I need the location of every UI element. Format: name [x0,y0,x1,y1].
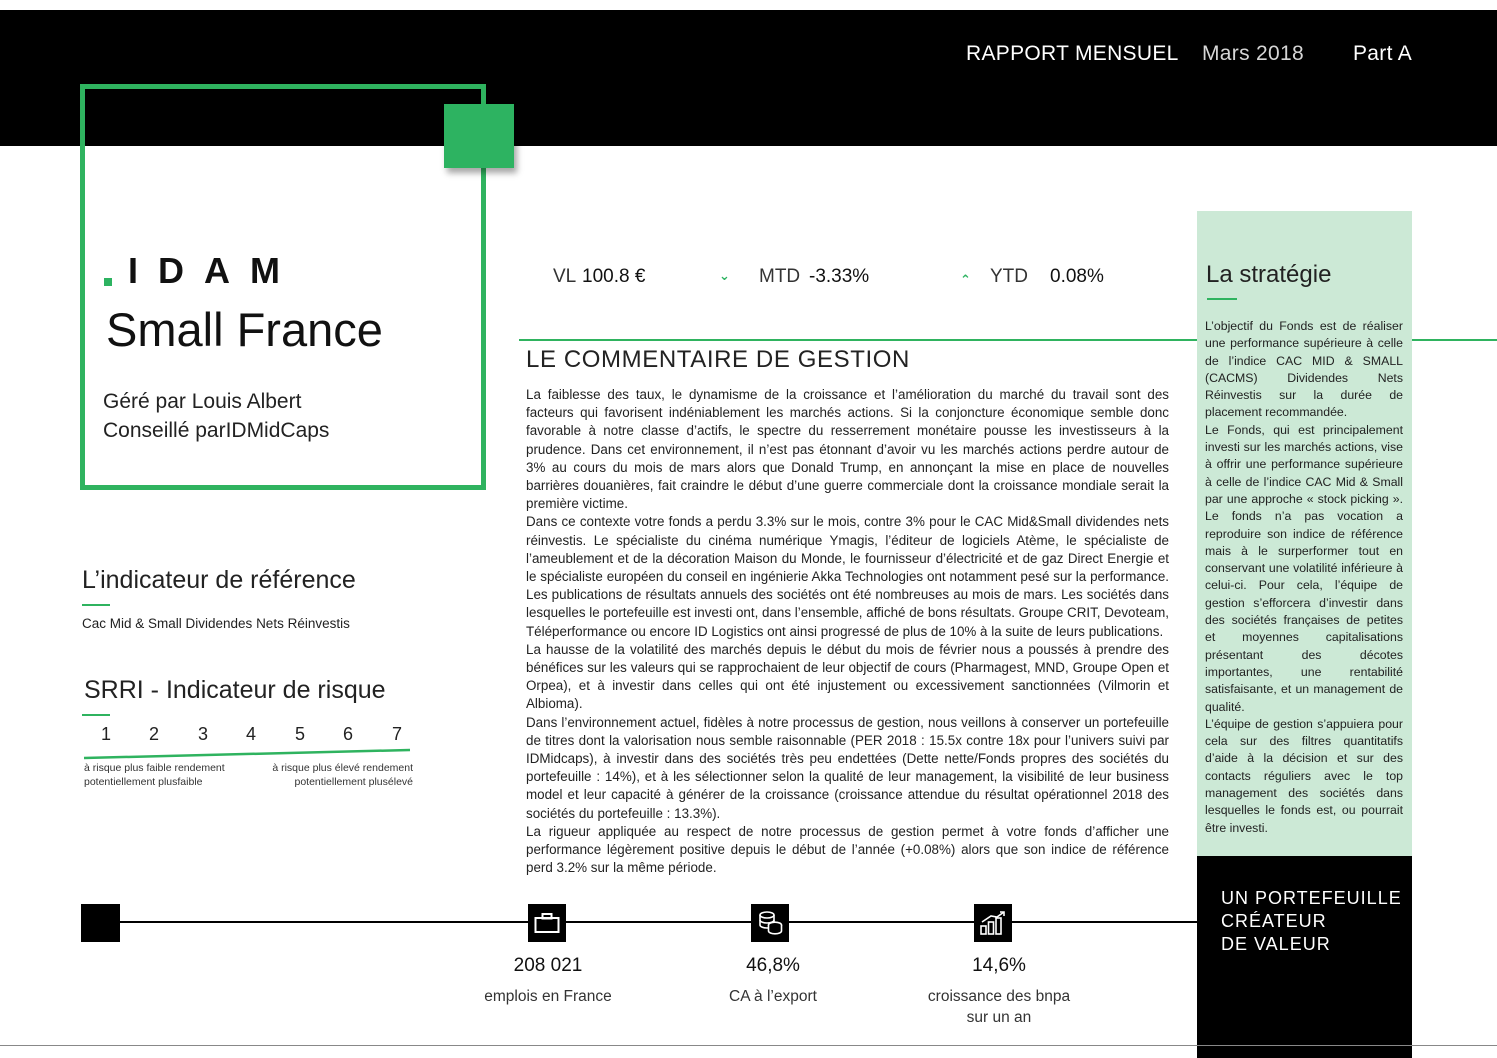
commentary-paragraph: Dans l’environnement actuel, fidèles à notre processus de gestion, nous veillons à conserver un portefeuille de titres dont la valorisation nous semble raisonnable (PER 2018 : 15.5x contre 18x pour l’univers suivi par IDMidcaps), à investir dans des sociétés très peu endettées (Dette nette/Fonds propres des sociétés du portefeuille : 14%), et à les sélectionner selon la qualité de leur management, la visibilité de leur business model et leur capacité à générer de la croissance (croissance attendue du résultat opérationnel 2018 des sociétés du portefeuille : 13.3%). [526,714,1169,821]
strategy-title: La stratégie [1206,261,1332,288]
stat-eps-growth-label [899,986,1099,1028]
growth-chart-icon [974,904,1012,942]
briefcase-icon [528,904,566,942]
srri-high-caption [260,761,413,789]
strategy-paragraph: Le Fonds, qui est principalement investi sur les marchés actions, vise à offrir une performance supérieure à celle de l’indice CAC Mid & Small par une approche « stock picking ». Le fonds n’a pas vocation a reproduire son indice de référence mais à le surperformer tout en conservant une volatilité inférieure à celui-ci. Pour cela, l’équipe de gestion s’efforcera d’investir dans des sociétés françaises de petites et moyennes capitalisations présentant des décotes importantes, une rentabilité satisfaisante, et un management de qualité. [1205,422,1403,714]
banner-line: CRÉATEUR [1221,911,1327,931]
srri-scale-line [82,746,412,760]
stat-eps-growth-label-line: sur un an [966,1009,1032,1026]
srri-level-3: 3 [197,724,208,744]
fund-manager: Géré par Louis Albert [103,390,302,413]
banner-line: DE VALEUR [1221,934,1331,954]
srri-level-7: 7 [391,724,402,744]
srri-title: SRRI - Indicateur de risque [84,676,386,704]
timeline-line [120,921,1197,923]
green-accent-square [444,104,514,168]
srri-high-caption-line: à risque plus élevé rendement [272,762,413,774]
report-month: Mars 2018 [1202,42,1304,65]
srri-high-caption-line: potentiellement plusélevé [294,776,413,788]
fund-management [103,387,329,445]
logo-dot [104,278,112,286]
share-class: Part A [1353,42,1412,65]
value-banner-text [1221,887,1402,956]
ytd-label: YTD [990,266,1028,287]
report-title: RAPPORT MENSUEL [966,42,1179,65]
srri-level-1: 1 [100,724,111,744]
fund-advisor: Conseillé parIDMidCaps [103,419,330,442]
vl-value: 100.8 € [582,266,646,287]
benchmark-value: Cac Mid & Small Dividendes Nets Réinvestis [82,616,350,631]
strategy-paragraph: L’équipe de gestion s’appuiera pour cela sur des filtres quantitatifs d’aide à la décision et sur des contacts réguliers avec le top management des sociétés dans lesquelles le fonds est, ou pourrait être investi. [1205,716,1403,835]
stat-export-label: CA à l’export [729,988,817,1005]
srri-level-2: 2 [148,724,159,744]
ytd-value: 0.08% [1050,266,1104,287]
timeline-start-marker [81,904,120,942]
banner-line: UN PORTEFEUILLE [1221,888,1402,908]
commentary-paragraph: La faiblesse des taux, le dynamisme de la croissance et l’amélioration du marché du travail sont des facteurs qui favorisent indéniablement les marchés actions. Si la conjoncture économique semble donc favorable à notre classe d’actifs, le spectre du resserrement monétaire pousse les investisseurs à la prudence. Dans cet environnement, il n’est pas étonnant d’avoir vu les marchés actions perdre autour de 3% au cours du mois de mars alors que Donald Trump, en annonçant la mise en place de nouvelles barrières douanières, fait craindre le début d’une guerre commerciale dont la croissance mondiale serait la première victime. [526,387,1169,512]
stat-employment-label: emplois en France [484,988,612,1005]
coins-icon [751,904,789,942]
srri-underline [82,714,110,716]
stat-export-value: 46,8% [746,955,800,976]
page-bottom-rule [0,1045,1497,1046]
strategy-paragraph: L’objectif du Fonds est de réaliser une performance supérieure à celle de l’indice CAC MID & SMALL (CACMS) Dividendes Nets Réinvestis sur la durée de placement recommandée. [1205,319,1403,420]
mtd-label: MTD [759,266,801,287]
srri-level-4: 4 [245,724,256,744]
srri-low-caption [84,761,225,789]
mtd-value: -3.33% [809,266,870,287]
commentary-paragraph: Dans ce contexte votre fonds a perdu 3.3% sur le mois, contre 3% pour le CAC Mid&Small dividendes nets réinvestis. Le spécialiste du cinéma numérique Ymagis, l’éditeur de logiciels Atème, le spécialiste de l’ameublement et de la décoration Maison du Monde, le fournisseur d’électricité et de gaz Direct Energie et le spécialiste européen du conseil en ingénierie Akka Technologies ont notamment pesé sur la performance. Les publications de résultats annuels des sociétés ont été nombreuses au mois de mars. Les sociétés dans lesquelles le portefeuille est investi ont, dans l’ensemble, affiché de bons résultats. Groupe CRIT, Devoteam, Téléperformance ou encore ID Logistics ont ainsi progressé de plus de 10% à la suite de leurs publications. [526,514,1169,639]
up-arrow-icon: ⌃ [960,272,971,287]
down-arrow-icon: ⌄ [719,268,730,283]
benchmark-underline [82,604,110,606]
strategy-underline [1207,298,1237,300]
stat-eps-growth-label-line: croissance des bnpa [927,988,1071,1005]
srri-low-caption-line: potentiellement plusfaible [84,776,203,788]
commentary-paragraph: La rigueur appliquée au respect de notre processus de gestion permet à votre fonds d’afficher une performance légèrement positive depuis le début de l’année (+0.08%) alors que son indice de référence perd 3.2% sur la même période. [526,823,1169,876]
vl-label: VL [553,266,577,287]
commentary-title: LE COMMENTAIRE DE GESTION [526,346,910,373]
strategy-body [1205,318,1403,837]
commentary-paragraph: La hausse de la volatilité des marchés depuis le début du mois de février nous a poussés à prendre des bénéfices sur les valeurs qui se rapprochaient de leur objectif de cours (Pharmagest, MND, Groupe Open et Orpea), et à investir dans celles qui ont été injustement ou excessivement sanctionnées (Vilmorin et Albioma). [526,641,1169,712]
fund-name: Small France [106,303,383,356]
idam-logo: IDAM [128,250,300,291]
srri-low-caption-line: à risque plus faible rendement [84,762,225,774]
stat-employment-value: 208 021 [513,955,583,976]
srri-level-5: 5 [294,724,305,744]
srri-level-6: 6 [342,724,353,744]
benchmark-title: L’indicateur de référence [82,566,356,594]
stat-eps-growth-value: 14,6% [972,955,1026,976]
commentary-body [526,386,1169,877]
